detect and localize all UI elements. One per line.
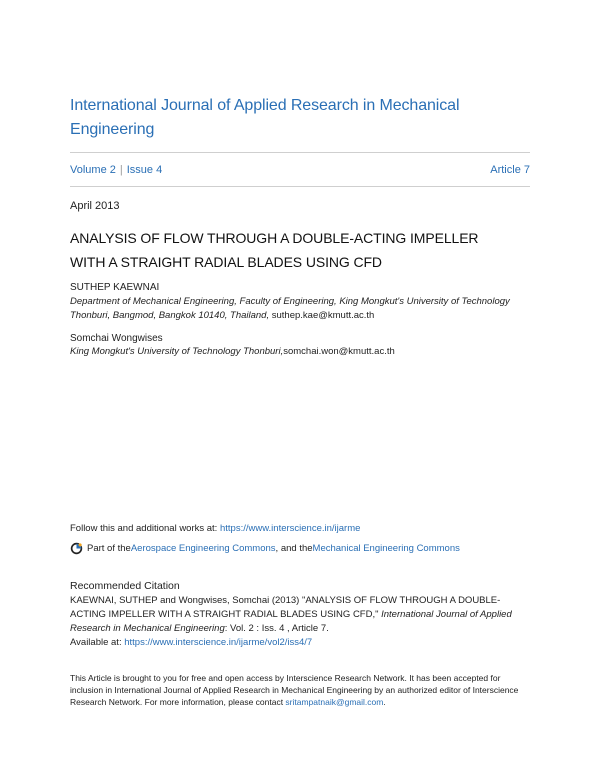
available-label: Available at: xyxy=(70,637,125,648)
author-name: SUTHEP KAEWNAI xyxy=(70,282,160,293)
article-title-line2: WITH A STRAIGHT RADIAL BLADES USING CFD xyxy=(70,254,382,270)
partof-prefix: Part of the xyxy=(87,543,131,554)
access-notice-text: This Article is brought to you for free and open access by Interscience Research Network. It has been accepted for inclusion in International Journal of Applied Research in Mechanical Engineering by an authorized editor of Interscience Research Network. For more information, please contact xyxy=(70,673,519,707)
citation-journal: International Journal of Applied Research in Mechanical Engineering xyxy=(70,609,512,634)
volume-link[interactable]: Volume 2 xyxy=(70,164,116,176)
journal-title-link[interactable]: International Journal of Applied Research in Mechanical Engineering xyxy=(70,97,460,138)
part-of-line xyxy=(70,542,460,555)
aerospace-commons-link[interactable]: Aerospace Engineering Commons xyxy=(130,543,276,554)
affiliation-text: Department of Mechanical Engineering, Faculty of Engineering, King Mongkut's University of Technology Thonburi, Bangmod, Bangkok 10140, Thailand xyxy=(70,296,510,321)
citation-volume: : Vol. 2 : Iss. 4 , Article 7. xyxy=(224,623,329,634)
author-email: somchai.won@kmutt.ac.th xyxy=(283,346,395,357)
author-name: Somchai Wongwises xyxy=(70,333,163,344)
author-email: suthep.kae@kmutt.ac.th xyxy=(271,310,375,321)
article-link[interactable]: Article 7 xyxy=(490,164,530,176)
access-notice-end: . xyxy=(383,697,386,707)
follow-line xyxy=(70,523,360,534)
recommended-citation-heading: Recommended Citation xyxy=(70,580,180,592)
commons-network-icon xyxy=(70,542,83,555)
separator: | xyxy=(119,164,123,176)
article-title-line1: ANALYSIS OF FLOW THROUGH A DOUBLE-ACTING IMPELLER xyxy=(70,230,479,246)
affiliation-text: King Mongkut's University of Technology Thonburi xyxy=(70,346,281,357)
article-title xyxy=(70,226,530,274)
follow-url-link[interactable]: https://www.interscience.in/ijarme xyxy=(219,523,361,534)
contact-email-link[interactable]: sritampatnaik@gmail.com xyxy=(285,697,384,707)
available-url-link[interactable]: https://www.interscience.in/ijarme/vol2/iss4/7 xyxy=(124,637,313,648)
access-notice xyxy=(70,672,530,708)
citation-text xyxy=(70,594,530,650)
publication-date: April 2013 xyxy=(70,200,120,212)
divider-bottom xyxy=(70,186,530,187)
author-affiliation: Department of Mechanical Engineering, Faculty of Engineering, King Mongkut's University of Technology Thonburi, Bangmod, Bangkok 10140, Thailand, suthep.kae@kmutt.ac.th xyxy=(70,296,510,321)
citation-main: KAEWNAI, SUTHEP and Wongwises, Somchai (2013) "ANALYSIS OF FLOW THROUGH A DOUBLE-ACTING IMPELLER WITH A STRAIGHT RADIAL BLADES USING CFD," xyxy=(70,595,501,620)
follow-text: Follow this and additional works at: xyxy=(70,523,220,534)
issue-link[interactable]: Issue 4 xyxy=(126,164,163,176)
divider-top xyxy=(70,152,530,153)
issue-nav xyxy=(70,162,530,178)
mechanical-commons-link[interactable]: Mechanical Engineering Commons xyxy=(312,543,460,554)
partof-middle: , and the xyxy=(275,543,313,554)
author-affiliation: King Mongkut's University of Technology Thonburi,somchai.won@kmutt.ac.th xyxy=(70,346,395,357)
